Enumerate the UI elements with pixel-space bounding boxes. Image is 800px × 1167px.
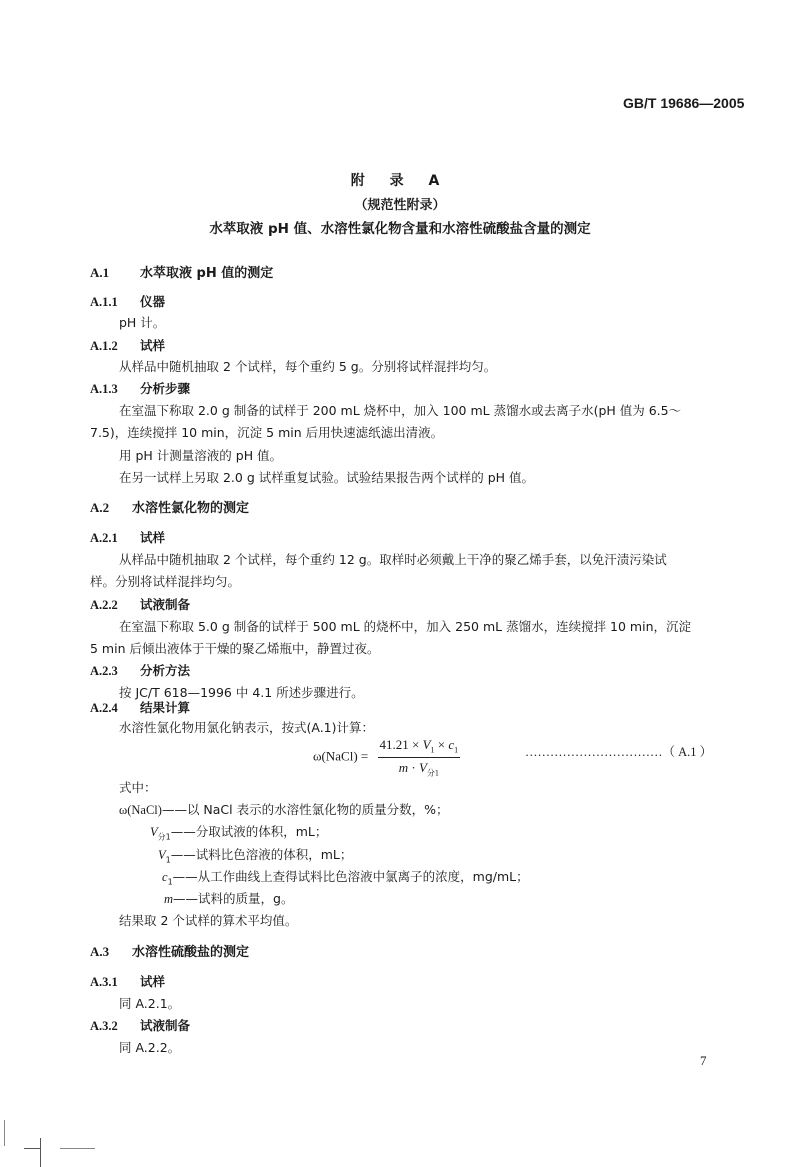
section-a22-heading xyxy=(90,595,190,613)
paragraph: 在另一试样上另取 2.0 g 试样重复试验。试验结果报告两个试样的 pH 值。 xyxy=(119,470,535,485)
var-v: V xyxy=(422,737,431,752)
definition-text: ——试料比色溶液的体积，mL； xyxy=(170,847,353,862)
section-a13-heading xyxy=(90,379,190,397)
standard-code: GB/T 19686—2005 xyxy=(623,95,745,111)
page-number: 7 xyxy=(700,1053,707,1068)
section-number: A.3.1 xyxy=(90,975,118,989)
section-number: A.2.2 xyxy=(90,598,118,612)
section-title: 试样 xyxy=(140,974,166,989)
formula-denominator xyxy=(378,758,461,779)
definition-symbol: V xyxy=(150,825,158,839)
definition-symbol: ω(NaCl) xyxy=(119,803,162,817)
section-a1-heading xyxy=(90,262,273,281)
definition-text: ——试料的质量，g。 xyxy=(173,891,294,906)
section-number: A.2.4 xyxy=(90,701,118,715)
crop-mark xyxy=(24,1148,40,1149)
section-number: A.2.1 xyxy=(90,531,118,545)
crop-mark xyxy=(40,1138,41,1167)
paragraph-line: 5 min 后倾出液体于干燥的聚乙烯瓶中，静置过夜。 xyxy=(90,641,380,656)
section-number: A.2.3 xyxy=(90,664,118,678)
formula-fraction xyxy=(378,737,461,778)
section-number: A.3.2 xyxy=(90,1019,118,1033)
section-title: 试液制备 xyxy=(140,1018,191,1033)
crop-mark xyxy=(60,1148,95,1149)
definition-sub: 1 xyxy=(167,877,173,887)
section-title: 试样 xyxy=(140,530,166,545)
paragraph: 从样品中随机抽取 2 个试样，每个重约 5 g。分别将试样混拌均匀。 xyxy=(119,359,497,374)
paragraph-line: 7.5)，连续搅拌 10 min，沉淀 5 min 后用快速滤纸滤出清液。 xyxy=(90,425,444,440)
paragraph: 同 A.2.2。 xyxy=(119,1040,181,1055)
section-a11-heading xyxy=(90,292,165,310)
definition-sub: 1 xyxy=(165,855,171,865)
section-title: 分析方法 xyxy=(140,663,191,678)
section-title: 试液制备 xyxy=(140,597,191,612)
definition-text: ——分取试液的体积，mL； xyxy=(170,824,328,839)
section-a12-heading xyxy=(90,336,165,354)
definition-text: ——从工作曲线上查得试料比色溶液中氯离子的浓度，mg/mL； xyxy=(172,869,529,884)
formula-a1 xyxy=(313,737,460,778)
definition-symbol: m xyxy=(164,892,174,906)
section-a32-heading xyxy=(90,1016,190,1034)
formula-lhs: ω(NaCl) = xyxy=(313,748,369,764)
definition-symbol: V xyxy=(158,848,166,862)
paragraph-line: 从样品中随机抽取 2 个试样，每个重约 12 g。取样时必须戴上干净的聚乙烯手套，以免汗渍污染试 xyxy=(119,552,667,567)
section-a2-heading xyxy=(90,497,249,516)
section-a23-heading xyxy=(90,661,190,679)
var-v: V xyxy=(418,759,427,775)
section-title: 水溶性氯化物的测定 xyxy=(132,501,250,516)
var-sub: 1 xyxy=(454,745,459,755)
section-title: 结果计算 xyxy=(140,700,191,715)
section-title: 试样 xyxy=(140,338,166,353)
section-a31-heading xyxy=(90,972,165,990)
definition-item xyxy=(119,800,449,818)
paragraph-line: 样。分别将试样混拌均匀。 xyxy=(90,574,241,589)
paragraph-line: 在室温下称取 5.0 g 制备的试样于 500 mL 的烧杯中，加入 250 mL 蒸馏水，连续搅拌 10 min，沉淀 xyxy=(119,619,691,634)
where-label: 式中： xyxy=(119,780,157,795)
crop-mark xyxy=(4,1120,5,1146)
definition-text: ——以 NaCl 表示的水溶性氯化物的质量分数，%； xyxy=(161,802,449,817)
equation-number: ……………………………（ A.1 ） xyxy=(525,745,713,759)
definition-item xyxy=(164,889,293,907)
times-sign: × xyxy=(434,737,449,752)
definition-item xyxy=(150,822,327,843)
var-sub: 分1 xyxy=(426,768,439,778)
result-note: 结果取 2 个试样的算术平均值。 xyxy=(119,913,298,928)
annex-title: 附 录 A xyxy=(350,173,450,189)
var-c: c xyxy=(448,737,455,752)
definition-item xyxy=(158,845,352,865)
paragraph-line: 在室温下称取 2.0 g 制备的试样于 200 mL 烧杯中，加入 100 mL 蒸馏水或去离子水(pH 值为 6.5～ xyxy=(119,403,682,418)
section-a21-heading xyxy=(90,528,165,546)
section-number: A.1.1 xyxy=(90,295,118,309)
section-number: A.2 xyxy=(90,500,110,515)
section-number: A.1.2 xyxy=(90,339,118,353)
section-a3-heading xyxy=(90,941,249,960)
section-title: 分析步骤 xyxy=(140,381,191,396)
section-title: 水萃取液 pH 值的测定 xyxy=(140,266,274,281)
dot-sign: · xyxy=(408,759,419,775)
annex-subtitle: （规范性附录） xyxy=(354,198,446,213)
definition-sub: 分1 xyxy=(157,832,171,842)
paragraph: 同 A.2.1。 xyxy=(119,996,181,1011)
paragraph: 用 pH 计测量溶液的 pH 值。 xyxy=(119,448,283,463)
paragraph: 按 JC/T 618—1996 中 4.1 所述步骤进行。 xyxy=(119,685,364,700)
section-number: A.1 xyxy=(90,265,110,280)
definition-symbol: c xyxy=(162,870,168,884)
var-sub: 1 xyxy=(430,745,435,755)
section-title: 水溶性硫酸盐的测定 xyxy=(132,945,250,960)
definition-item xyxy=(162,867,529,887)
formula-numerator xyxy=(378,737,461,758)
section-title: 仪器 xyxy=(140,294,166,309)
section-number: A.1.3 xyxy=(90,382,118,396)
paragraph: 水溶性氯化物用氯化钠表示，按式(A.1)计算： xyxy=(119,720,375,735)
section-number: A.3 xyxy=(90,944,110,959)
var-m: m xyxy=(398,759,409,775)
section-a24-heading xyxy=(90,698,190,716)
annex-main-title: 水萃取液 pH 值、水溶性氯化物含量和水溶性硫酸盐含量的测定 xyxy=(209,221,591,237)
numerator-constant: 41.21 × xyxy=(379,737,423,752)
paragraph: pH 计。 xyxy=(119,315,166,330)
